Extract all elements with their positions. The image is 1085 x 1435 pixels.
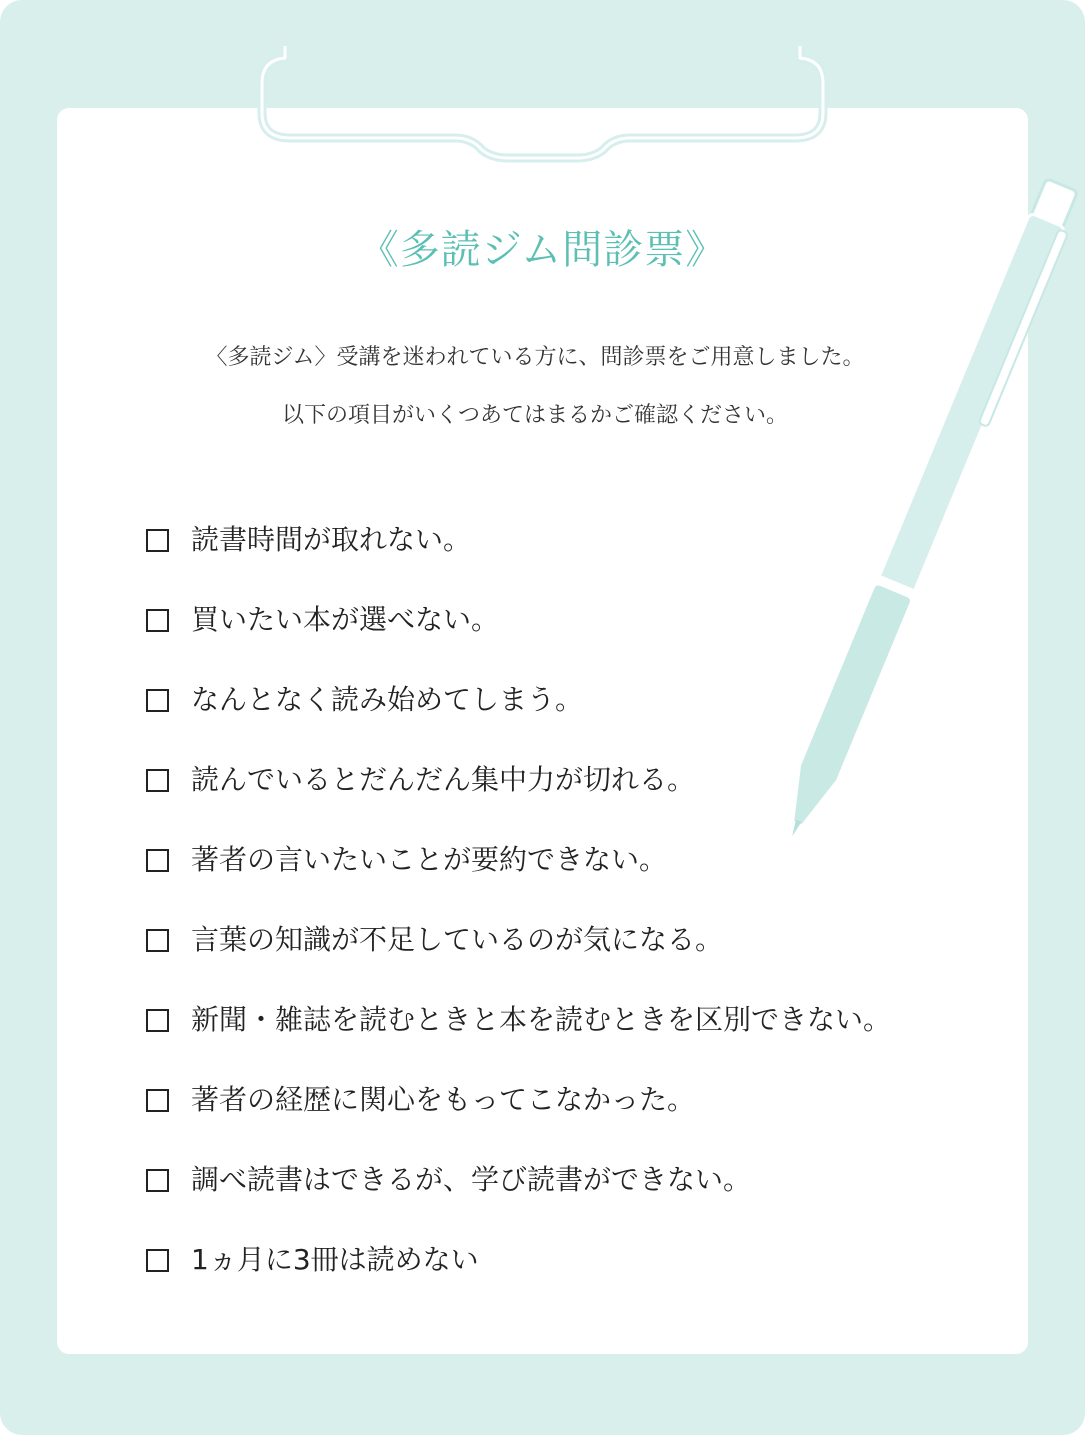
checklist-item-label: 著者の言いたいことが要約できない。 xyxy=(191,843,668,876)
checklist-item-label: 1ヵ月に3冊は読めない xyxy=(191,1243,479,1276)
checkbox-icon[interactable] xyxy=(146,529,169,552)
checkbox-icon[interactable] xyxy=(146,689,169,712)
checklist-item[interactable] xyxy=(146,820,891,900)
checklist xyxy=(146,500,891,1300)
checkbox-icon[interactable] xyxy=(146,849,169,872)
intro-line-2: 以下の項目がいくつあてはまるかご確認ください。 xyxy=(281,403,788,428)
checklist-item[interactable] xyxy=(146,660,891,740)
checklist-item-label: なんとなく読み始めてしまう。 xyxy=(191,683,584,716)
checkbox-icon[interactable] xyxy=(146,609,169,632)
checklist-item-label: 読んでいるとだんだん集中力が切れる。 xyxy=(191,763,696,796)
intro-line-1: 〈多読ジム〉受講を迷われている方に、問診票をご用意しました。 xyxy=(205,345,865,370)
clipboard-clip-icon xyxy=(250,38,835,168)
checklist-item-label: 新聞・雑誌を読むときと本を読むときを区別できない。 xyxy=(191,1003,892,1036)
checklist-item-label: 著者の経歴に関心をもってこなかった。 xyxy=(191,1083,696,1116)
page-title: 《多読ジム問診票》 xyxy=(358,227,727,273)
checklist-item-label: 読書時間が取れない。 xyxy=(191,523,472,556)
checklist-item[interactable] xyxy=(146,1220,891,1300)
checklist-item[interactable] xyxy=(146,580,891,660)
checklist-item[interactable] xyxy=(146,1140,891,1220)
checklist-item[interactable] xyxy=(146,980,891,1060)
checklist-item-label: 調べ読書はできるが、学び読書ができない。 xyxy=(191,1163,752,1196)
checklist-item-label: 買いたい本が選べない。 xyxy=(191,603,500,636)
checklist-item[interactable] xyxy=(146,900,891,980)
checklist-item[interactable] xyxy=(146,740,891,820)
checkbox-icon[interactable] xyxy=(146,1169,169,1192)
checkbox-icon[interactable] xyxy=(146,1009,169,1032)
checkbox-icon[interactable] xyxy=(146,769,169,792)
checkbox-icon[interactable] xyxy=(146,929,169,952)
checkbox-icon[interactable] xyxy=(146,1089,169,1112)
checklist-item[interactable] xyxy=(146,500,891,580)
checklist-item-label: 言葉の知識が不足しているのが気になる。 xyxy=(191,923,724,956)
checklist-item[interactable] xyxy=(146,1060,891,1140)
checkbox-icon[interactable] xyxy=(146,1249,169,1272)
